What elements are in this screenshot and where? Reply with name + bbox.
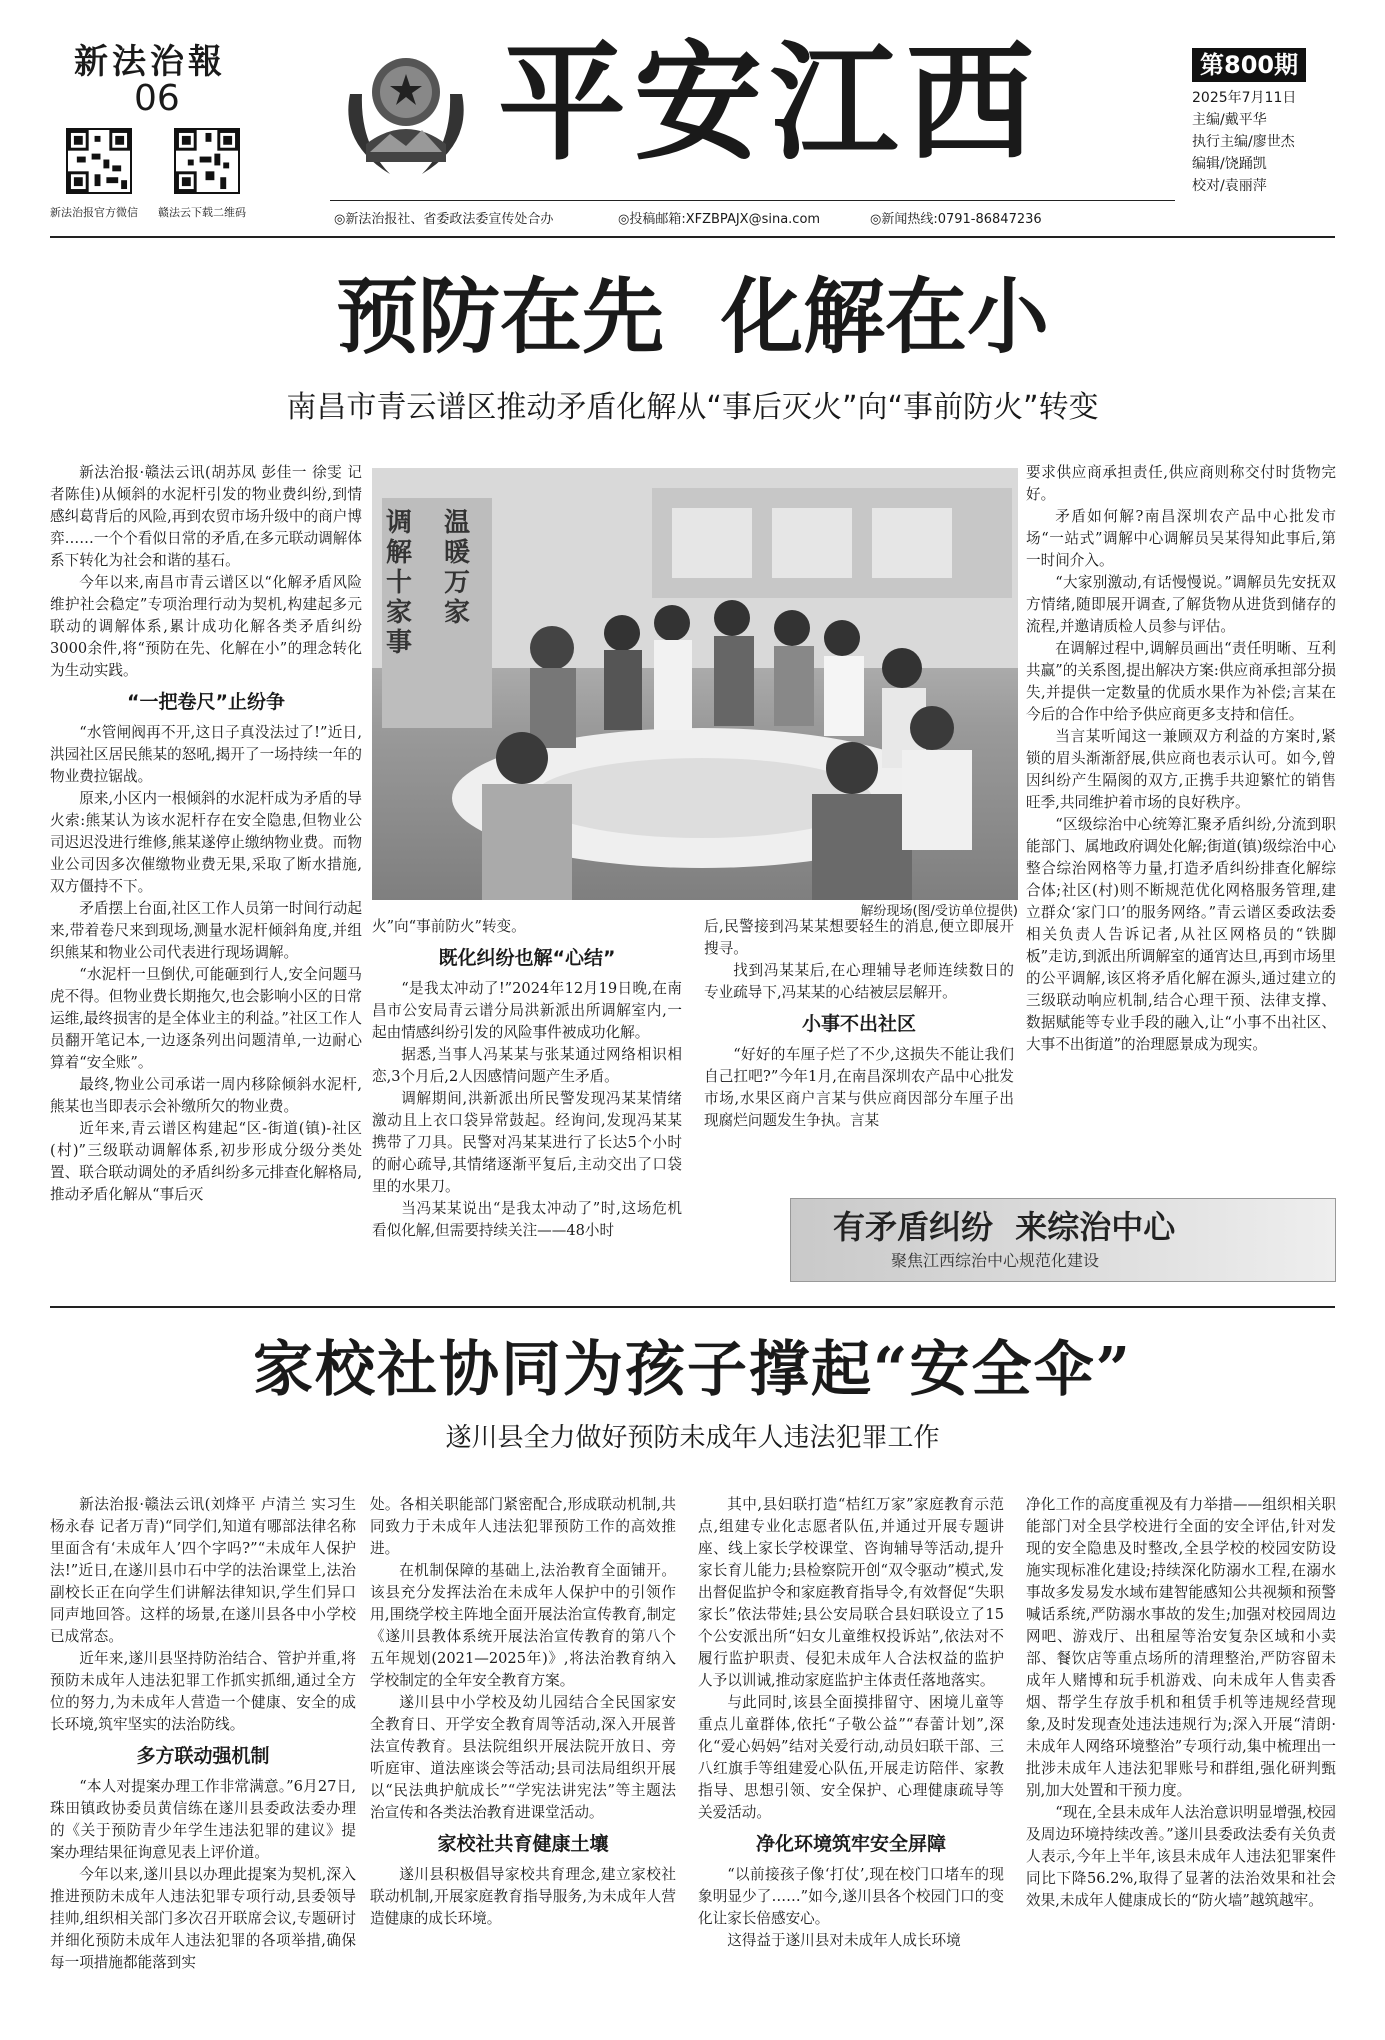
article2-headline: 家校社协同为孩子撑起“安全伞”	[252, 1335, 1133, 1405]
article2-col1	[50, 1494, 356, 2034]
section-heading: “一把卷尺”止纷争	[127, 691, 285, 713]
paragraph: 调解期间,洪新派出所民警发现冯某某情绪激动且上衣口袋异常鼓起。经询问,发现冯某某携带了刀具。民警对冯某某进行了长达5个小时的耐心疏导,其情绪逐渐平复后,主动交出了口袋里的水果刀。	[372, 1090, 682, 1195]
masthead	[0, 0, 1385, 240]
paragraph: 其中,县妇联打造“桔红万家”家庭教育示范点,组建专业化志愿者队伍,并通过开展专题讲座、线上家长学校课堂、咨询辅导等活动,提升家长育儿能力;县检察院开创“双令驱动”模式,发出督促监护令和家庭教育指导令,有效督促“失职家长”依法带娃;县公安局联合县妇联设立了15个公安派出所“妇女儿童维权投诉站”,依法对不履行监护职责、侵犯未成年人合法权益的监护人予以训诫,推动家庭监护主体责任落地落实。	[698, 1496, 1004, 1689]
qr-caption-wechat: 新法治报官方微信	[50, 206, 138, 219]
article1-col1	[50, 462, 362, 1292]
paragraph: “大家别激动,有话慢慢说。”调解员先安抚双方情绪,随即展开调查,了解货物从进货到储存的流程,并邀请质检人员参与评估。	[1026, 574, 1336, 635]
article2-subhead: 遂川县全力做好预防未成年人违法犯罪工作	[445, 1423, 940, 1453]
article1-headline: 预防在先 化解在小	[335, 270, 1050, 365]
page-number: 06	[134, 78, 180, 119]
paragraph: 遂川县中小学校及幼儿园结合全民国家安全教育日、开学安全教育周等活动,深入开展普法宣传教育。县法院组织开展法院开放日、旁听庭审、道法座谈会等活动;县司法局组织开展以“民法典护航成长”“学宪法讲宪法”等主题法治宣传和各类法治教育进课堂活动。	[370, 1694, 676, 1821]
paragraph: 最终,物业公司承诺一周内移除倾斜水泥杆,熊某也当即表示会补缴所欠的物业费。	[50, 1076, 362, 1115]
issue-number: 第800期	[1192, 48, 1306, 82]
section-heading: 家校社共育健康土壤	[437, 1833, 609, 1855]
paragraph: 火”向“事前防火”转变。	[372, 918, 526, 935]
paragraph: “是我太冲动了!”2024年12月19日晚,在南昌市公安局青云谱分局洪新派出所调解室内,一起由情感纠纷引发的风险事件被成功化解。	[372, 980, 682, 1041]
paragraph: 原来,小区内一根倾斜的水泥杆成为矛盾的导火索:熊某认为该水泥杆存在安全隐患,但物业公司迟迟没进行维修,熊某遂停止缴纳物业费。而物业公司因多次催缴物业费无果,采取了断水措施,双方僵持不下。	[50, 790, 362, 895]
paragraph: “好好的车厘子烂了不少,这损失不能让我们自己扛吧?”今年1月,在南昌深圳农产品中心批发市场,水果区商户言某与供应商因部分车厘子出现腐烂问题发生争执。言某	[704, 1046, 1014, 1129]
paragraph: 新法治报·赣法云讯(胡苏凤 彭佳一 徐雯 记者陈佳)从倾斜的水泥杆引发的物业费纠纷,到情感纠葛背后的风险,再到农贸市场升级中的商户博弈……一个个看似日常的矛盾,在多元联动调解体系下转化为社会和谐的基石。	[50, 464, 362, 569]
issue-date: 2025年7月11日	[1192, 90, 1297, 106]
article1-subhead: 南昌市青云谱区推动矛盾化解从“事后灭火”向“事前防火”转变	[286, 390, 1099, 425]
paragraph: 近年来,青云谱区构建起“区-街道(镇)-社区(村)”三级联动调解体系,初步形成分级分类处置、联合联动调处的矛盾纠纷多元排查化解格局,推动矛盾化解从“事后灭	[50, 1120, 362, 1203]
emblem-logo	[330, 34, 482, 184]
qr-code-icon	[68, 130, 130, 192]
photo-board-text: 调解 十 家事	[386, 508, 413, 658]
paragraph: 当言某听闻这一兼顾双方利益的方案时,紧锁的眉头渐渐舒展,供应商也表示认可。如今,曾因纠纷产生隔阂的双方,正携手共迎繁忙的销售旺季,共同维护着市场的良好秩序。	[1026, 728, 1336, 811]
paragraph: “水管闸阀再不开,这日子真没法过了!”近日,洪园社区居民熊某的怒吼,揭开了一场持续一年的物业费拉锯战。	[50, 724, 362, 785]
paragraph: “水泥杆一旦倒伏,可能砸到行人,安全问题马虎不得。但物业费长期拖欠,也会影响小区的日常运维,最终损害的是全体业主的利益。”社区工作人员翻开笔记本,一边逐条列出问题清单,一边耐心算着“安全账”。	[50, 966, 362, 1071]
photo-board-text: 温暖 万 家	[444, 508, 471, 628]
qr-code-icon	[176, 130, 238, 192]
paragraph: 在调解过程中,调解员画出“责任明晰、互利共赢”的关系图,提出解决方案:供应商承担部分损失,并提供一定数量的优质水果作为补偿;言某在今后的合作中给予供应商更多支持和信任。	[1026, 640, 1336, 723]
qr-code-wechat[interactable]	[66, 128, 132, 194]
article2-col2	[370, 1494, 676, 2034]
paragraph: 后,民警接到冯某某想要轻生的消息,便立即展开搜寻。	[704, 918, 1014, 957]
masthead-title: 平安江西	[498, 28, 1043, 178]
qr-caption-app: 赣法云下载二维码	[158, 206, 246, 219]
paragraph: 净化工作的高度重视及有力举措——组织相关职能部门对全县学校进行全面的安全评估,针对发现的安全隐患及时整改,全县学校的校园安防设施实现标准化建设;持续深化防溺水工程,在溺水事故多发易发水域布建智能感知公共视频和预警喊话系统,严防溺水事故的发生;加强对校园周边网吧、游戏厅、出租屋等治安复杂区域和小卖部、餐饮店等重点场所的清理整治,严防容留未成年人赌博和玩手机游戏、向未成年人售卖香烟、帮学生存放手机和租赁手机等违规经营现象,及时发现查处违法违规行为;深入开展“清朗·未成年人网络环境整治”专项行动,集中梳理出一批涉未成年人违法犯罪账号和群组,强化研判甄别,加大处置和干预力度。	[1026, 1496, 1336, 1799]
copy-editor-credit: 编辑/饶踊凯	[1192, 156, 1267, 172]
paragraph: 遂川县积极倡导家校共育理念,建立家校社联动机制,开展家庭教育指导服务,为未成年人营造健康的成长环境。	[370, 1866, 676, 1927]
paragraph: 矛盾摆上台面,社区工作人员第一时间行动起来,带着卷尺来到现场,测量水泥杆倾斜角度,并组织熊某和物业公司代表进行现场调解。	[50, 900, 362, 961]
banner-sub-text: 聚焦江西综治中心规范化建设	[891, 1251, 1100, 1270]
section-heading: 净化环境筑牢安全屏障	[755, 1833, 946, 1855]
masthead-bottom-rule	[50, 236, 1335, 238]
qr-code-app[interactable]	[174, 128, 240, 194]
paragraph: 在机制保障的基础上,法治教育全面铺开。该县充分发挥法治在未成年人保护中的引领作用,围绕学校主阵地全面开展法治宣传教育,制定《遂川县教体系统开展法治宣传教育的第八个五年规划(2021—2025年)》,将法治教育纳入学校制定的全年安全教育方案。	[370, 1562, 676, 1689]
paragraph: 据悉,当事人冯某某与张某通过网络相识相恋,3个月后,2人因感情问题产生矛盾。	[372, 1046, 682, 1085]
section-heading: 既化纠纷也解“心结”	[438, 947, 616, 969]
mediation-photo[interactable]	[372, 468, 1018, 900]
paragraph: “本人对提案办理工作非常满意。”6月27日,珠田镇政协委员黄信练在遂川县委政法委办理的《关于预防青少年学生违法犯罪的建议》提案办理结果征询意见表上评价道。	[50, 1778, 356, 1861]
paragraph: 今年以来,遂川县以办理此提案为契机,深入推进预防未成年人违法犯罪专项行动,县委领导挂帅,组织相关部门多次召开联席会议,专题研讨并细化预防未成年人违法犯罪的各项举措,确保每一项措施都能落到实	[50, 1866, 356, 1971]
paragraph: 找到冯某某后,在心理辅导老师连续数日的专业疏导下,冯某某的心结被层层解开。	[704, 962, 1014, 1001]
paper-name: 新法治報	[74, 42, 226, 82]
proofreader-credit: 校对/袁丽萍	[1192, 178, 1267, 194]
paragraph: 今年以来,南昌市青云谱区以“化解矛盾风险 维护社会稳定”专项治理行动为契机,构建起多元联动的调解体系,累计成功化解各类矛盾纠纷3000余件,将“预防在先、化解在小”的理念转化为生动实践。	[50, 574, 362, 679]
article1-col3	[704, 916, 1014, 1166]
info-phone: ◎新闻热线:0791-86847236	[870, 212, 1042, 227]
masthead-info-rule	[330, 200, 1175, 201]
paragraph: 近年来,遂川县坚持防治结合、管护并重,将预防未成年人违法犯罪工作抓实抓细,通过全方位的努力,为未成年人营造一个健康、安全的成长环境,筑牢坚实的法治防线。	[50, 1650, 356, 1733]
paragraph: “以前接孩子像‘打仗’,现在校门口堵车的现象明显少了……”如今,遂川县各个校园门口的变化让家长倍感安心。	[698, 1866, 1004, 1927]
paragraph: “区级综治中心统筹汇聚矛盾纠纷,分流到职能部门、属地政府调处化解;街道(镇)级综治中心整合综治网格等力量,打造矛盾纠纷排查化解综合体;社区(村)则不断规范优化网格服务管理,建立群众‘家门口’的服务网络。”青云谱区委政法委相关负责人告诉记者,从社区网格员的“铁脚板”走访,到派出所调解室的通宵达旦,再到市场里的公平调解,该区将矛盾化解在源头,通过建立的三级联动响应机制,结合心理干预、法律支撑、数据赋能等专业手段的融入,让“小事不出社区、大事不出街道”的治理愿景成为现实。	[1026, 816, 1336, 1053]
paragraph: 新法治报·赣法云讯(刘烽平 卢清兰 实习生杨永春 记者万青)“同学们,知道有哪部法律名称里面含有‘未成年人’四个字吗?”“未成年人保护法!”近日,在遂川县巾石中学的法治课堂上,法治副校长正在向学生们讲解法律知识,学生们异口同声地回答。这样的场景,在遂川县各中小学校已成常态。	[50, 1496, 356, 1645]
section-heading: 多方联动强机制	[136, 1745, 270, 1767]
promo-banner[interactable]	[790, 1198, 1336, 1282]
article1-col2	[372, 916, 682, 1292]
section-heading: 小事不出社区	[801, 1013, 916, 1035]
info-email[interactable]: ◎投稿邮箱:XFZBPAJX@sina.com	[618, 212, 821, 227]
info-organizers: ◎新法治报社、省委政法委宣传处合办	[334, 212, 554, 227]
paragraph: 矛盾如何解?南昌深圳农产品中心批发市场“一站式”调解中心调解员吴某得知此事后,第一时间介入。	[1026, 508, 1336, 569]
paragraph: “现在,全县未成年人法治意识明显增强,校园及周边环境持续改善。”遂川县委政法委有关负责人表示,今年上半年,该县未成年人违法犯罪案件同比下降56.2%,取得了显著的法治效果和社会效果,未成年人健康成长的“防火墙”越筑越牢。	[1026, 1804, 1336, 1909]
paragraph: 要求供应商承担责任,供应商则称交付时货物完好。	[1026, 464, 1336, 503]
article1-col4	[1026, 462, 1336, 1182]
photo-caption: 解纷现场(图/受访单位提供)	[860, 904, 1018, 919]
article2-col4	[1026, 1494, 1336, 2034]
paragraph: 当冯某某说出“是我太冲动了”时,这场危机看似化解,但需要持续关注——48小时	[372, 1200, 682, 1239]
paragraph: 这得益于遂川县对未成年人成长环境	[727, 1932, 961, 1949]
banner-main-text: 有矛盾纠纷 来综治中心	[833, 1208, 1176, 1246]
article2-col3	[698, 1494, 1004, 2034]
paragraph: 处。各相关职能部门紧密配合,形成联动机制,共同致力于未成年人违法犯罪预防工作的高效推进。	[370, 1496, 676, 1557]
exec-editor-credit: 执行主编/廖世杰	[1192, 134, 1295, 150]
section-divider	[50, 1306, 1335, 1308]
editor-credit: 主编/戴平华	[1192, 112, 1267, 128]
paragraph: 与此同时,该县全面摸排留守、困境儿童等重点儿童群体,依托“子敬公益”“春蕾计划”,深化“爱心妈妈”结对关爱行动,动员妇联干部、三八红旗手等组建爱心队伍,开展走访陪伴、家教指导、思想引领、安全保护、心理健康疏导等关爱活动。	[698, 1694, 1004, 1821]
